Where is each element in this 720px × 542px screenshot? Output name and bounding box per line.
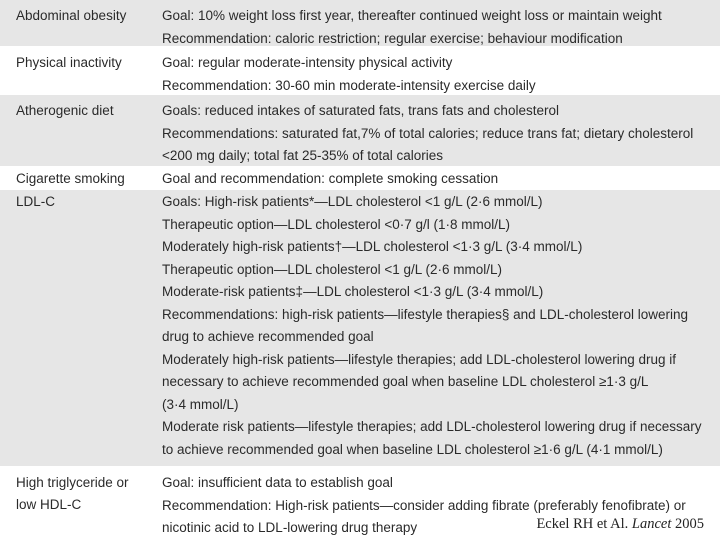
table-row-ldl-c [0,190,720,467]
citation-authors: Eckel RH et Al. [536,516,629,532]
row-label: Cigarette smoking [16,171,125,186]
row-line: Goals: High-risk patients*—LDL cholesterol <1 g/L (2·6 mmol/L) [162,194,543,209]
row-line: Recommendation: caloric restriction; regular exercise; behaviour modification [162,30,623,46]
citation-journal: Lancet [631,516,672,532]
row-line: necessary to achieve recommended goal when baseline LDL cholesterol ≥1·3 g/L [162,374,649,389]
row-line: Moderately high-risk patients†—LDL cholesterol <1·3 g/L (3·4 mmol/L) [162,239,583,254]
table-row-atherogenic-diet [0,95,720,167]
citation-year: 2005 [675,516,704,532]
row-line: nicotinic acid to LDL-lowering drug therapy [162,520,418,535]
row-content [148,95,720,166]
citation [536,516,704,533]
row-label: Atherogenic diet [16,103,114,118]
row-line: Moderate risk patients—lifestyle therapies; add LDL-cholesterol lowering drug if necessary [162,419,702,434]
row-line: Therapeutic option—LDL cholesterol <0·7 g/l (1·8 mmol/L) [162,216,511,232]
table-row-abdominal-obesity [0,0,720,47]
row-line: Recommendation: 30-60 min moderate-intensity exercise daily [162,77,536,93]
row-line: Recommendation: High-risk patients—consider adding fibrate (preferably fenofibrate) or [162,497,686,513]
row-line: Moderate-risk patients‡—LDL cholesterol <1·3 g/L (3·4 mmol/L) [162,284,544,299]
row-line: (3·4 mmol/L) [162,396,239,412]
row-line: Moderately high-risk patients—lifestyle therapies; add LDL-cholesterol lowering drug if [162,351,677,367]
row-line: Goals: reduced intakes of saturated fats, trans fats and cholesterol [162,103,559,118]
row-label: LDL-C [16,194,56,209]
row-content [148,47,720,94]
row-content [148,0,720,46]
row-line: Therapeutic option—LDL cholesterol <1 g/L (2·6 mmol/L) [162,261,503,277]
row-line: drug to achieve recommended goal [162,329,374,344]
row-line: Goal: insufficient data to establish goal [162,475,393,490]
table-row-cigarette-smoking [0,167,720,190]
row-content [148,190,720,466]
row-content [148,167,720,189]
row-label: Physical inactivity [16,55,122,70]
row-line: Goal and recommendation: complete smoking cessation [162,171,499,186]
row-line: Goal: 10% weight loss first year, thereafter continued weight loss or maintain weight [162,8,662,23]
row-line: <200 mg daily; total fat 25-35% of total calories [162,148,444,163]
row-label: High triglyceride or low HDL-C [16,475,129,512]
table-row-physical-inactivity [0,47,720,95]
row-line: Goal: regular moderate-intensity physical activity [162,55,453,70]
row-line: to achieve recommended goal when baseline LDL cholesterol ≥1·6 g/L (4·1 mmol/L) [162,441,663,457]
row-label: Abdominal obesity [16,8,127,23]
row-line: Recommendations: high-risk patients—lifestyle therapies§ and LDL-cholesterol lowering [162,306,689,322]
row-line: Recommendations: saturated fat,7% of total calories; reduce trans fat; dietary cholesterol [162,125,694,141]
